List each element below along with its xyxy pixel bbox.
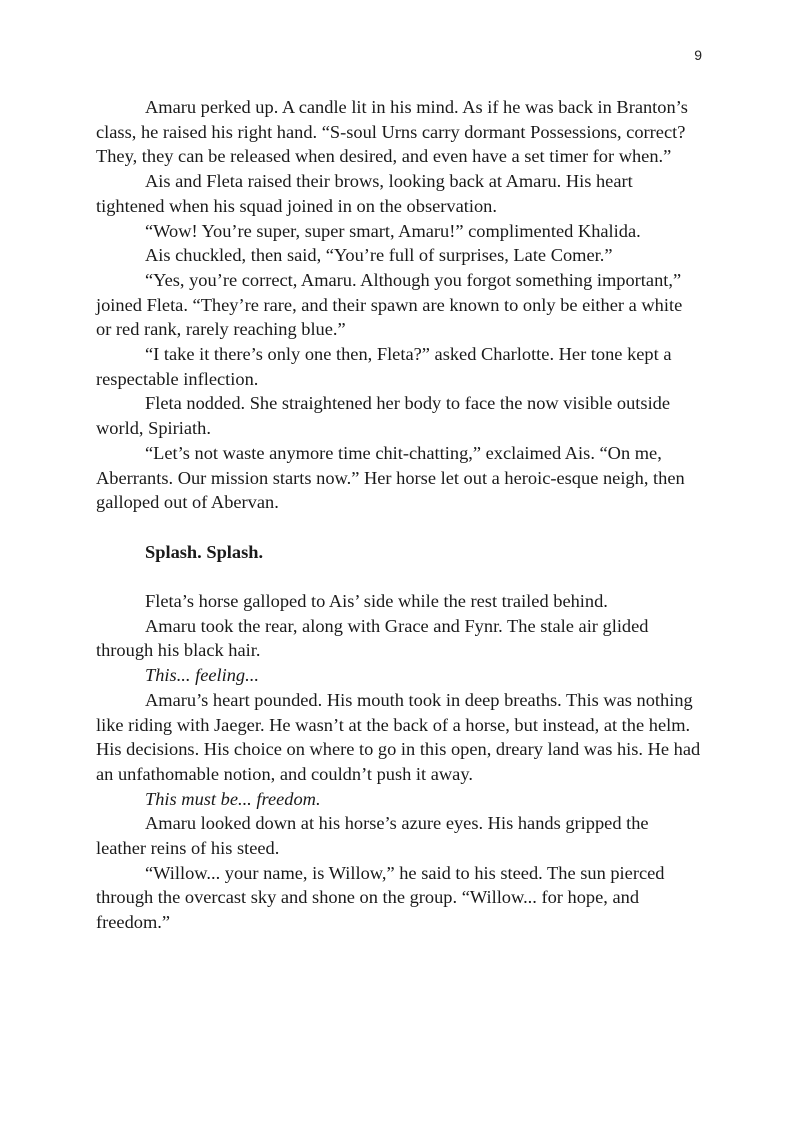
- paragraph: Amaru’s heart pounded. His mouth took in deep breaths. This was nothing like riding with Jaeger. He wasn’t at the back of a horse, but instead, at the helm. His decisions. His choice on where to go in this open, dreary land was his. He had an unfathomable notion, and couldn’t push it away.: [96, 689, 701, 784]
- italic-thought: This must be... freedom.: [145, 788, 321, 809]
- paragraph: Fleta nodded. She straightened her body to face the now visible outside world, Spiriath.: [96, 393, 671, 439]
- paragraph: Amaru looked down at his horse’s azure eyes. His hands gripped the leather reins of his steed.: [96, 813, 649, 859]
- paragraph: “Yes, you’re correct, Amaru. Although you forgot something important,” joined Fleta. “They’re rare, and their spawn are known to only be either a white or red rank, rarely reaching blue.”: [96, 269, 683, 340]
- paragraph: “I take it there’s only one then, Fleta?” asked Charlotte. Her tone kept a respectable inflection.: [96, 344, 672, 389]
- paragraph: “Wow! You’re super, super smart, Amaru!” complimented Khalida.: [145, 220, 641, 241]
- paragraph: Amaru took the rear, along with Grace and Fynr. The stale air glided through his black hair.: [96, 615, 649, 661]
- paragraph: Ais chuckled, then said, “You’re full of surprises, Late Comer.”: [145, 245, 613, 266]
- paragraph: Fleta’s horse galloped to Ais’ side while the rest trailed behind.: [145, 591, 608, 612]
- body-text: [96, 95, 702, 935]
- paragraph: Amaru perked up. A candle lit in his mind. As if he was back in Branton’s class, he raised his right hand. “S-soul Urns carry dormant Possessions, correct? They, they can be released when desired, and even have a set timer for when.”: [96, 97, 688, 167]
- paragraph: “Let’s not waste anymore time chit-chatting,” exclaimed Ais. “On me, Aberrants. Our mission starts now.” Her horse let out a heroic-esque neigh, then galloped out of Abervan.: [96, 442, 685, 513]
- italic-thought: This... feeling...: [145, 665, 259, 686]
- paragraph: Ais and Fleta raised their brows, looking back at Amaru. His heart tightened when his squad joined in on the observation.: [96, 171, 633, 216]
- page-number: 9: [694, 47, 702, 63]
- scene-break-heading: Splash. Splash.: [145, 541, 264, 562]
- paragraph: “Willow... your name, is Willow,” he said to his steed. The sun pierced through the overcast sky and shone on the group. “Willow... for hope, and freedom.”: [96, 862, 665, 933]
